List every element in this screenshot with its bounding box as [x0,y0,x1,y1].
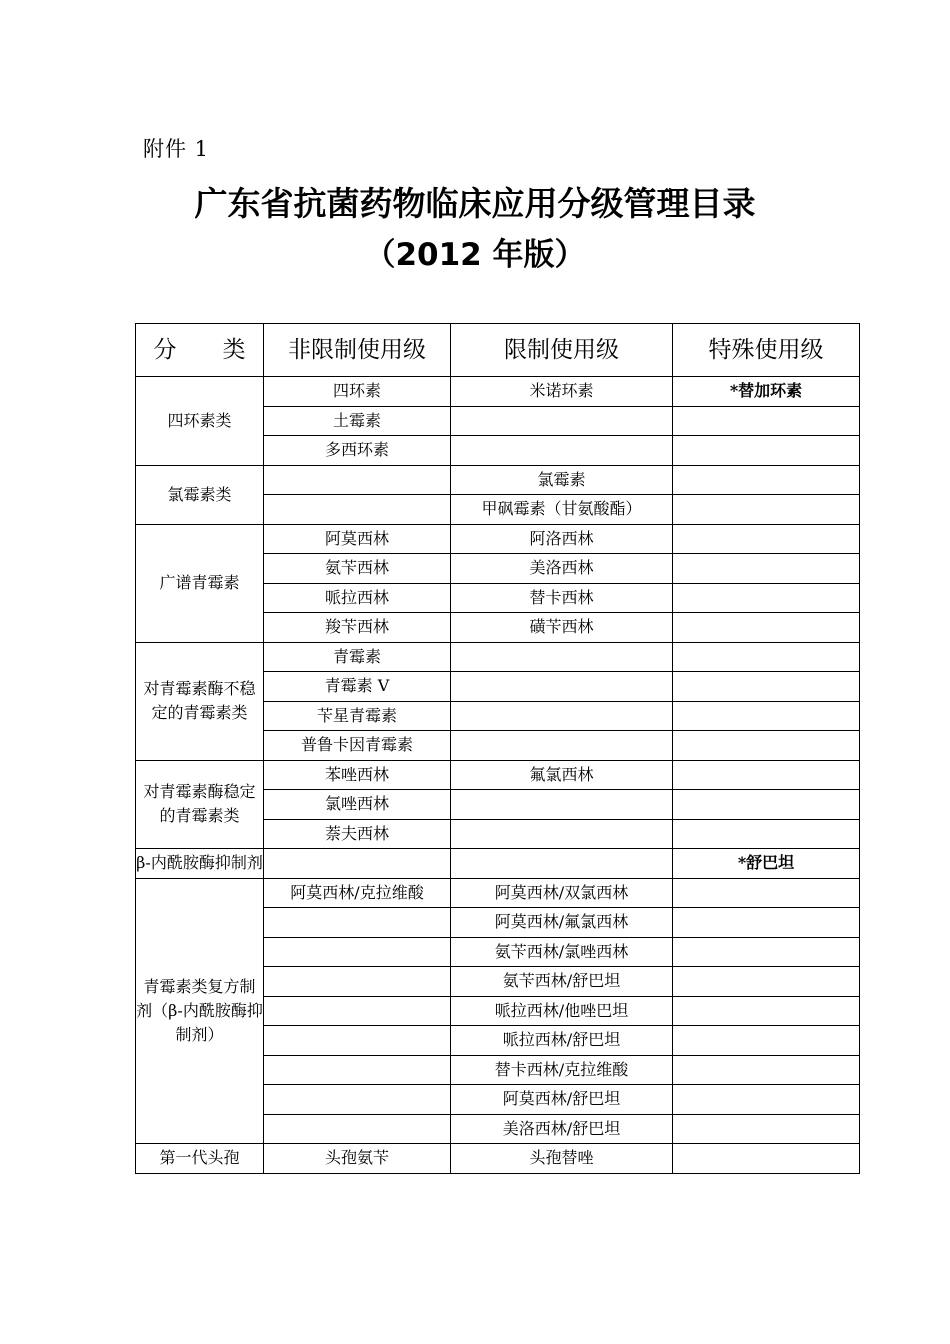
cell-special [673,701,860,731]
cell-unrestricted: 苄星青霉素 [264,701,451,731]
cell-unrestricted: 哌拉西林 [264,583,451,613]
cell-special [673,465,860,495]
cell-unrestricted: 氯唑西林 [264,790,451,820]
cell-special [673,760,860,790]
category-cell: β-内酰胺酶抑制剂 [136,849,264,879]
cell-special [673,731,860,761]
cell-restricted: 替卡西林/克拉维酸 [451,1055,673,1085]
cell-special [673,495,860,525]
cell-special [673,1114,860,1144]
header-category: 分 类 [136,324,264,377]
cell-unrestricted [264,1026,451,1056]
cell-restricted: 头孢替唑 [451,1144,673,1174]
cell-restricted: 美洛西林 [451,554,673,584]
cell-restricted: 磺苄西林 [451,613,673,643]
cell-special [673,554,860,584]
antibiotic-catalog-table [135,323,860,1174]
cell-unrestricted [264,1114,451,1144]
cell-special [673,937,860,967]
cell-restricted [451,642,673,672]
cell-unrestricted [264,967,451,997]
cell-unrestricted: 阿莫西林/克拉维酸 [264,878,451,908]
cell-special [673,1026,860,1056]
cell-restricted: 哌拉西林/他唑巴坦 [451,996,673,1026]
cell-unrestricted [264,996,451,1026]
cell-restricted: 阿莫西林/舒巴坦 [451,1085,673,1115]
table-row [136,1144,860,1174]
table-row [136,760,860,790]
cell-restricted: 阿洛西林 [451,524,673,554]
cell-special [673,1055,860,1085]
cell-restricted [451,701,673,731]
cell-unrestricted: 普鲁卡因青霉素 [264,731,451,761]
cell-unrestricted [264,495,451,525]
header-special: 特殊使用级 [673,324,860,377]
table-row [136,377,860,407]
cell-unrestricted: 阿莫西林 [264,524,451,554]
cell-restricted: 氯霉素 [451,465,673,495]
cell-special [673,819,860,849]
header-unrestricted: 非限制使用级 [264,324,451,377]
table-row [136,465,860,495]
cell-unrestricted [264,849,451,879]
cell-restricted [451,406,673,436]
document-title: 广东省抗菌药物临床应用分级管理目录 [194,184,756,223]
cell-restricted [451,436,673,466]
cell-unrestricted: 苯唑西林 [264,760,451,790]
cell-unrestricted: 头孢氨苄 [264,1144,451,1174]
cell-restricted: 阿莫西林/氟氯西林 [451,908,673,938]
cell-unrestricted: 羧苄西林 [264,613,451,643]
table-row [136,642,860,672]
cell-unrestricted: 萘夫西林 [264,819,451,849]
cell-special [673,996,860,1026]
cell-restricted [451,731,673,761]
cell-special [673,967,860,997]
cell-special: *舒巴坦 [673,849,860,879]
cell-special [673,878,860,908]
cell-special [673,524,860,554]
cell-restricted: 美洛西林/舒巴坦 [451,1114,673,1144]
cell-special [673,1085,860,1115]
cell-restricted: 氟氯西林 [451,760,673,790]
category-cell: 对青霉素酶不稳定的青霉素类 [136,642,264,760]
cell-special [673,406,860,436]
cell-special [673,583,860,613]
category-cell: 第一代头孢 [136,1144,264,1174]
table-row [136,849,860,879]
cell-restricted [451,849,673,879]
header-row [136,324,860,377]
cell-special [673,613,860,643]
cell-restricted [451,819,673,849]
cell-unrestricted [264,1055,451,1085]
document-subtitle: （2012 年版） [364,237,586,273]
cell-unrestricted [264,937,451,967]
cell-special: *替加环素 [673,377,860,407]
cell-restricted: 米诺环素 [451,377,673,407]
cell-special [673,1144,860,1174]
table-row [136,524,860,554]
cell-restricted: 甲砜霉素（甘氨酸酯） [451,495,673,525]
cell-special [673,790,860,820]
cell-unrestricted: 青霉素 V [264,672,451,702]
cell-restricted: 阿莫西林/双氯西林 [451,878,673,908]
category-cell: 氯霉素类 [136,465,264,524]
cell-restricted: 替卡西林 [451,583,673,613]
category-cell: 广谱青霉素 [136,524,264,642]
cell-unrestricted: 多西环素 [264,436,451,466]
cell-unrestricted: 氨苄西林 [264,554,451,584]
cell-unrestricted: 四环素 [264,377,451,407]
cell-special [673,672,860,702]
cell-unrestricted [264,1085,451,1115]
cell-restricted: 哌拉西林/舒巴坦 [451,1026,673,1056]
category-cell: 青霉素类复方制剂（β-内酰胺酶抑制剂） [136,878,264,1144]
attachment-label: 附件 1 [143,137,210,161]
category-cell: 对青霉素酶稳定的青霉素类 [136,760,264,849]
cell-restricted: 氨苄西林/舒巴坦 [451,967,673,997]
header-restricted: 限制使用级 [451,324,673,377]
cell-unrestricted [264,465,451,495]
table-body [136,377,860,1174]
cell-unrestricted: 土霉素 [264,406,451,436]
cell-special [673,642,860,672]
cell-restricted [451,672,673,702]
cell-unrestricted [264,908,451,938]
cell-special [673,436,860,466]
cell-restricted [451,790,673,820]
cell-special [673,908,860,938]
table-row [136,878,860,908]
cell-restricted: 氨苄西林/氯唑西林 [451,937,673,967]
category-cell: 四环素类 [136,377,264,466]
cell-unrestricted: 青霉素 [264,642,451,672]
